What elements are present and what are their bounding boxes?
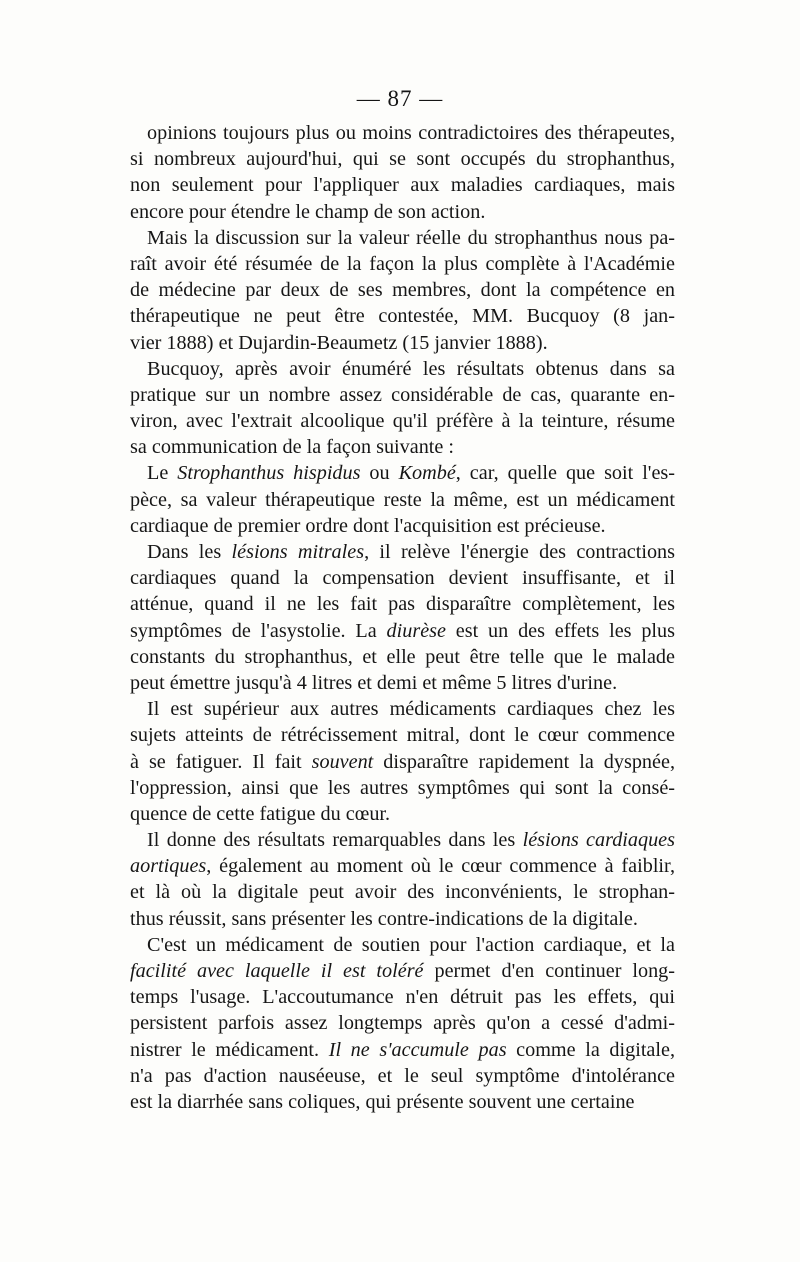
text-line bbox=[130, 1037, 675, 1063]
paragraph bbox=[130, 356, 675, 461]
text-segment: C'est un médicament de soutien pour l'action cardiaque, et la bbox=[147, 933, 675, 956]
text-line bbox=[130, 775, 675, 801]
text-line bbox=[130, 644, 675, 670]
text-segment: l'oppression, ainsi que les autres symptômes qui sont la consé- bbox=[130, 776, 675, 799]
italic-segment: souvent bbox=[311, 750, 374, 773]
text-line bbox=[130, 984, 675, 1010]
text-line bbox=[130, 434, 675, 460]
text-segment: peut émettre jusqu'à 4 litres et demi et même 5 litres d'urine. bbox=[130, 671, 618, 694]
text-segment: nistrer le médicament. bbox=[130, 1038, 329, 1061]
text-segment: sujets atteints de rétrécissement mitral, dont le cœur commence bbox=[130, 724, 675, 747]
text-segment: et là où la digitale peut avoir des inconvénients, le strophan- bbox=[130, 881, 675, 904]
body-text bbox=[130, 120, 675, 1115]
text-segment: , il relève l'énergie des contractions bbox=[364, 541, 676, 563]
text-line bbox=[130, 670, 675, 696]
text-line bbox=[130, 251, 675, 277]
text-line bbox=[130, 356, 675, 382]
text-line bbox=[130, 277, 675, 303]
text-segment: de médecine par deux de ses membres, dont la compétence en bbox=[130, 279, 675, 302]
page-number: — 87 — bbox=[356, 86, 444, 111]
text-segment: ou bbox=[360, 462, 399, 485]
text-segment: temps l'usage. L'accoutumance n'en détruit pas les effets, qui bbox=[130, 986, 675, 1009]
text-line bbox=[130, 906, 675, 932]
text-line bbox=[130, 827, 675, 853]
text-line bbox=[130, 330, 675, 356]
text-line bbox=[130, 303, 675, 329]
paragraph bbox=[130, 460, 675, 539]
paragraph bbox=[130, 120, 675, 225]
text-segment: thus réussit, sans présenter les contre-indications de la digitale. bbox=[130, 907, 638, 930]
paragraph bbox=[130, 225, 675, 356]
text-line bbox=[130, 618, 675, 644]
italic-segment: Strophanthus hispidus bbox=[177, 462, 361, 485]
italic-segment: lésions cardiaques bbox=[522, 829, 675, 852]
paragraph bbox=[130, 827, 675, 932]
text-segment: Il donne des résultats remarquables dans les bbox=[147, 829, 523, 852]
text-segment: quence de cette fatigue du cœur. bbox=[130, 802, 391, 825]
text-line bbox=[130, 853, 675, 879]
text-segment: encore pour étendre le champ de son action. bbox=[130, 200, 486, 223]
text-segment: constants du strophanthus, et elle peut être telle que le malade bbox=[130, 645, 675, 668]
text-segment: pèce, sa valeur thérapeutique reste la même, est un médicament bbox=[130, 488, 675, 511]
text-line bbox=[130, 408, 675, 434]
text-segment: opinions toujours plus ou moins contradictoires des thérapeutes, bbox=[147, 122, 675, 144]
text-line bbox=[130, 382, 675, 408]
text-line bbox=[130, 879, 675, 905]
text-segment: est un des effets les plus bbox=[445, 619, 675, 642]
text-segment: raît avoir été résumée de la façon la plus complète à l'Académie bbox=[130, 252, 675, 275]
text-line bbox=[130, 958, 675, 984]
paragraph bbox=[130, 932, 675, 1115]
italic-segment: Il ne s'accumule pas bbox=[328, 1038, 507, 1061]
text-segment: vier 1888) et Dujardin-Beaumetz (15 janvier 1888). bbox=[130, 331, 548, 354]
italic-segment: Kombé bbox=[398, 462, 456, 485]
text-segment: à se fatiguer. Il fait bbox=[130, 750, 312, 773]
text-segment: persistent parfois assez longtemps après qu'on a cessé d'admi- bbox=[130, 1012, 675, 1035]
italic-segment: diurèse bbox=[386, 619, 446, 642]
italic-segment: lésions mitrales bbox=[231, 541, 365, 563]
text-line bbox=[130, 696, 675, 722]
text-segment: , car, quelle que soit l'es- bbox=[455, 462, 675, 485]
text-segment: n'a pas d'action nauséeuse, et le seul symptôme d'intolérance bbox=[130, 1064, 675, 1087]
paragraph bbox=[130, 696, 675, 827]
text-line bbox=[130, 1010, 675, 1036]
text-segment: Le bbox=[147, 462, 178, 485]
italic-segment: aortiques bbox=[130, 855, 207, 878]
text-segment: atténue, quand il ne les fait pas disparaître complètement, les bbox=[130, 593, 675, 616]
text-segment: comme la digitale, bbox=[506, 1038, 675, 1061]
text-line bbox=[130, 199, 675, 225]
text-line bbox=[130, 749, 675, 775]
text-line bbox=[130, 1063, 675, 1089]
text-segment: disparaître rapidement la dyspnée, bbox=[373, 750, 675, 773]
text-line bbox=[130, 120, 675, 146]
text-segment: thérapeutique ne peut être contestée, MM. Bucquoy (8 jan- bbox=[130, 305, 675, 328]
text-segment: permet d'en continuer long- bbox=[423, 960, 675, 982]
text-line bbox=[130, 172, 675, 198]
text-segment: Dans les bbox=[147, 541, 232, 563]
text-line bbox=[130, 591, 675, 617]
text-segment: , également au moment où le cœur commence à faiblir, bbox=[206, 855, 675, 878]
text-segment: pratique sur un nombre assez considérable de cas, quarante en- bbox=[130, 383, 675, 406]
text-segment: cardiaque de premier ordre dont l'acquisition est précieuse. bbox=[130, 514, 606, 537]
text-line bbox=[130, 146, 675, 172]
text-line bbox=[130, 513, 675, 539]
paragraph bbox=[130, 539, 675, 696]
text-line bbox=[130, 932, 675, 958]
text-segment: Mais la discussion sur la valeur réelle du strophanthus nous pa- bbox=[147, 226, 675, 249]
text-line bbox=[130, 487, 675, 513]
text-line bbox=[130, 1089, 675, 1115]
text-segment: cardiaques quand la compensation devient insuffisante, et il bbox=[130, 567, 675, 590]
text-segment: non seulement pour l'appliquer aux maladies cardiaques, mais bbox=[130, 174, 675, 197]
text-line bbox=[130, 565, 675, 591]
text-line bbox=[130, 460, 675, 486]
italic-segment: facilité avec laquelle il est toléré bbox=[130, 960, 424, 982]
text-segment: sa communication de la façon suivante : bbox=[130, 436, 455, 459]
text-segment: viron, avec l'extrait alcoolique qu'il préfère à la teinture, résume bbox=[130, 410, 675, 433]
text-line bbox=[130, 722, 675, 748]
text-segment: si nombreux aujourd'hui, qui se sont occupés du strophanthus, bbox=[130, 148, 675, 171]
text-line bbox=[130, 225, 675, 251]
text-segment: est la diarrhée sans coliques, qui présente souvent une certaine bbox=[130, 1090, 635, 1113]
text-line bbox=[130, 801, 675, 827]
text-line bbox=[130, 539, 675, 565]
text-segment: Bucquoy, après avoir énuméré les résultats obtenus dans sa bbox=[147, 357, 675, 380]
text-segment: symptômes de l'asystolie. La bbox=[130, 619, 387, 642]
text-segment: Il est supérieur aux autres médicaments cardiaques chez les bbox=[147, 698, 675, 721]
